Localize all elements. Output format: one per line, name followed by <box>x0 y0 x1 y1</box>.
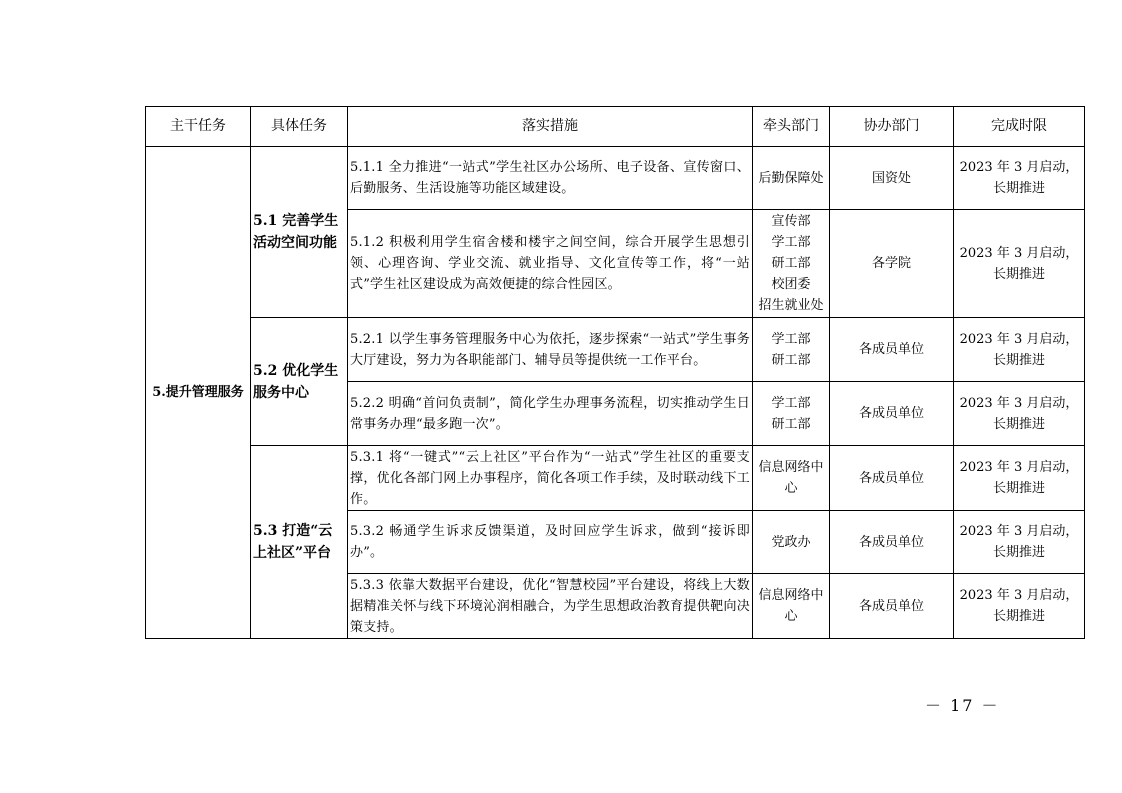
measure-cell: 5.1.2 积极利用学生宿舍楼和楼宇之间空间，综合开展学生思想引领、心理咨询、学业交流、就业指导、文化宣传等工作，将“一站式”学生社区建设成为高效便捷的综合性园区。 <box>348 210 753 318</box>
subtask-cell: 5.3 打造“云上社区”平台 <box>251 446 348 639</box>
assist-dept-cell: 各成员单位 <box>830 574 954 639</box>
assist-dept-cell: 各成员单位 <box>830 382 954 446</box>
lead-dept-cell <box>753 147 830 210</box>
lead-dept-line: 招生就业处 <box>758 298 824 313</box>
lead-dept-line: 学工部 <box>771 395 811 411</box>
deadline-line: 2023 年 3 月启动， <box>959 245 1079 261</box>
measure-cell: 5.2.1 以学生事务管理服务中心为依托，逐步探索“一站式”学生事务大厅建设，努力为各职能部门、辅导员等提供统一工作平台。 <box>348 318 753 382</box>
deadline-line: 长期推进 <box>992 609 1045 624</box>
measure-cell: 5.3.2 畅通学生诉求反馈渠道，及时回应学生诉求，做到“接诉即办”。 <box>348 511 753 574</box>
deadline-cell <box>954 318 1085 382</box>
deadline-line: 2023 年 3 月启动， <box>959 460 1079 475</box>
lead-dept-line: 研工部 <box>771 256 811 271</box>
subtask-cell: 5.1 完善学生活动空间功能 <box>251 147 348 318</box>
assist-dept-cell: 各学院 <box>830 210 954 318</box>
header-measures: 落实措施 <box>348 107 753 147</box>
measure-cell: 5.3.1 将“一键式”“云上社区”平台作为“一站式”学生社区的重要支撑，优化各部门网上办事程序，简化各项工作手续，及时联动线下工作。 <box>348 446 753 511</box>
deadline-cell <box>954 511 1085 574</box>
header-deadline: 完成时限 <box>954 107 1085 147</box>
table-row <box>146 446 1085 511</box>
deadline-line: 长期推进 <box>992 266 1045 282</box>
deadline-cell <box>954 446 1085 511</box>
deadline-line: 2023 年 3 月启动， <box>959 524 1079 539</box>
deadline-cell <box>954 210 1085 318</box>
lead-dept-cell <box>753 574 830 639</box>
table-header-row <box>146 107 1085 147</box>
lead-dept-line: 研工部 <box>771 352 811 368</box>
table-row <box>146 318 1085 382</box>
deadline-line: 长期推进 <box>992 352 1045 368</box>
deadline-line: 长期推进 <box>992 481 1045 496</box>
measure-cell: 5.3.3 依靠大数据平台建设，优化“智慧校园”平台建设，将线上大数据精准关怀与线下环境沁润相融合，为学生思想政治教育提供靶向决策支持。 <box>348 574 753 639</box>
table-row <box>146 147 1085 210</box>
lead-dept-cell <box>753 511 830 574</box>
deadline-line: 2023 年 3 月启动， <box>959 331 1079 347</box>
deadline-cell <box>954 147 1085 210</box>
measure-cell: 5.1.1 全力推进“一站式”学生社区办公场所、电子设备、宣传窗口、后勤服务、生活设施等功能区域建设。 <box>348 147 753 210</box>
header-lead-dept: 牵头部门 <box>753 107 830 147</box>
lead-dept-line: 学工部 <box>771 331 811 347</box>
assist-dept-cell: 国资处 <box>830 147 954 210</box>
lead-dept-cell <box>753 382 830 446</box>
deadline-line: 长期推进 <box>992 416 1045 432</box>
deadline-line: 2023 年 3 月启动， <box>959 395 1079 411</box>
assist-dept-cell: 各成员单位 <box>830 446 954 511</box>
measure-cell: 5.2.2 明确“首问负责制”，简化学生办理事务流程，切实推动学生日常事务办理“最多跑一次”。 <box>348 382 753 446</box>
lead-dept-line: 校团委 <box>771 277 811 292</box>
header-specific-task: 具体任务 <box>251 107 348 147</box>
page-number: － 17 － <box>925 696 1000 715</box>
assist-dept-cell: 各成员单位 <box>830 511 954 574</box>
assist-dept-cell: 各成员单位 <box>830 318 954 382</box>
header-main-task: 主干任务 <box>146 107 251 147</box>
deadline-line: 长期推进 <box>992 545 1045 560</box>
deadline-line: 2023 年 3 月启动， <box>959 588 1079 603</box>
deadline-cell <box>954 382 1085 446</box>
lead-dept-line: 信息网络中心 <box>758 460 824 496</box>
header-assist-dept: 协办部门 <box>830 107 954 147</box>
lead-dept-line: 学工部 <box>771 235 811 250</box>
main-task-cell: 5.提升管理服务 <box>146 147 251 639</box>
deadline-line: 2023 年 3 月启动， <box>959 160 1079 175</box>
lead-dept-line: 信息网络中心 <box>758 588 824 624</box>
lead-dept-cell <box>753 446 830 511</box>
lead-dept-cell <box>753 210 830 318</box>
lead-dept-line: 党政办 <box>771 534 811 550</box>
lead-dept-line: 研工部 <box>771 416 811 432</box>
deadline-cell <box>954 574 1085 639</box>
subtask-cell: 5.2 优化学生服务中心 <box>251 318 348 446</box>
lead-dept-cell <box>753 318 830 382</box>
lead-dept-line: 后勤保障处 <box>758 170 824 186</box>
lead-dept-line: 宣传部 <box>771 214 811 229</box>
deadline-line: 长期推进 <box>992 181 1045 196</box>
task-table <box>145 106 1085 639</box>
